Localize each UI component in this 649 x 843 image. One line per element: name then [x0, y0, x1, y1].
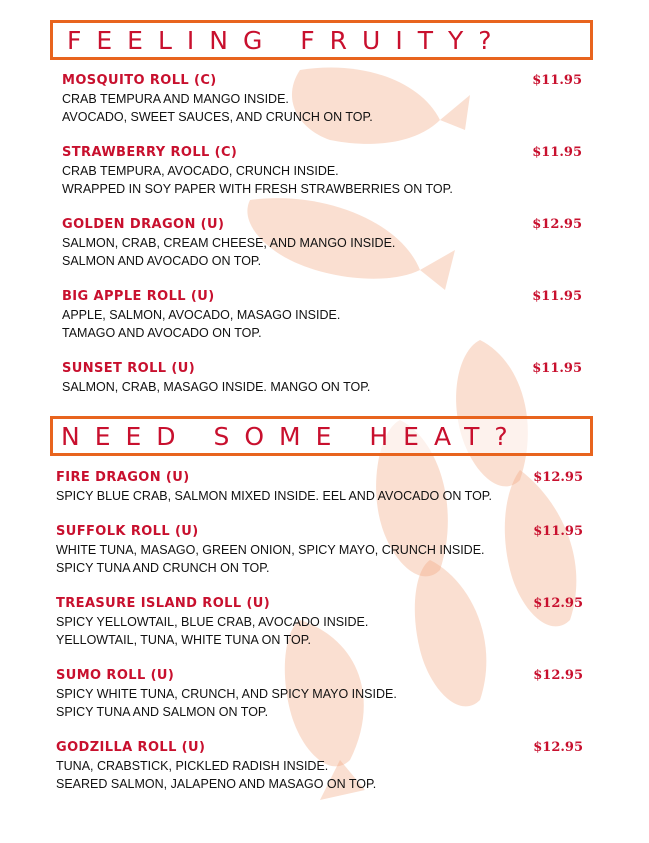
item-name: TREASURE ISLAND ROLL (U) — [56, 596, 271, 611]
item-price: $11.95 — [532, 73, 582, 88]
menu-item — [56, 595, 583, 649]
menu-item — [62, 72, 582, 126]
item-name: GODZILLA ROLL (U) — [56, 740, 206, 755]
menu-item — [62, 144, 582, 198]
item-name: STRAWBERRY ROLL (C) — [62, 145, 238, 160]
item-price: $12.95 — [533, 668, 583, 683]
item-description: SPICY YELLOWTAIL, BLUE CRAB, AVOCADO INSIDE. — [56, 615, 369, 629]
menu-item — [56, 667, 583, 721]
item-description: CRAB TEMPURA AND MANGO INSIDE. — [62, 92, 289, 106]
item-description: SPICY TUNA AND SALMON ON TOP. — [56, 705, 269, 719]
item-description: SALMON, CRAB, MASAGO INSIDE. MANGO ON TOP. — [62, 380, 371, 394]
item-price: $12.95 — [533, 740, 583, 755]
menu-item — [62, 288, 582, 342]
section-title: FEELING FRUITY? — [67, 26, 507, 55]
menu-item — [62, 216, 582, 270]
section-header-need-some-heat — [50, 416, 593, 456]
item-description: TUNA, CRABSTICK, PICKLED RADISH INSIDE. — [56, 759, 329, 773]
section-header-feeling-fruity — [50, 20, 593, 60]
item-name: SUFFOLK ROLL (U) — [56, 524, 199, 539]
item-name: MOSQUITO ROLL (C) — [62, 73, 217, 88]
item-description: TAMAGO AND AVOCADO ON TOP. — [62, 326, 262, 340]
item-price: $12.95 — [533, 470, 583, 485]
item-price: $12.95 — [532, 217, 582, 232]
item-description: YELLOWTAIL, TUNA, WHITE TUNA ON TOP. — [56, 633, 311, 647]
item-description: SALMON, CRAB, CREAM CHEESE, AND MANGO INSIDE. — [62, 236, 396, 250]
item-description: SPICY BLUE CRAB, SALMON MIXED INSIDE. EEL AND AVOCADO ON TOP. — [56, 489, 493, 503]
item-price: $11.95 — [532, 361, 582, 376]
item-name: SUMO ROLL (U) — [56, 668, 175, 683]
item-price: $11.95 — [533, 524, 583, 539]
item-name: BIG APPLE ROLL (U) — [62, 289, 215, 304]
menu-item — [56, 523, 583, 577]
item-price: $12.95 — [533, 596, 583, 611]
item-description: SPICY TUNA AND CRUNCH ON TOP. — [56, 561, 270, 575]
section-title: NEED SOME HEAT? — [61, 422, 523, 451]
item-name: FIRE DRAGON (U) — [56, 470, 190, 485]
item-description: SEARED SALMON, JALAPENO AND MASAGO ON TOP. — [56, 777, 377, 791]
item-price: $11.95 — [532, 145, 582, 160]
item-description: SPICY WHITE TUNA, CRUNCH, AND SPICY MAYO INSIDE. — [56, 687, 397, 701]
item-description: CRAB TEMPURA, AVOCADO, CRUNCH INSIDE. — [62, 164, 339, 178]
item-price: $11.95 — [532, 289, 582, 304]
menu-item — [62, 360, 582, 396]
item-name: GOLDEN DRAGON (U) — [62, 217, 225, 232]
item-name: SUNSET ROLL (U) — [62, 361, 196, 376]
item-description: AVOCADO, SWEET SAUCES, AND CRUNCH ON TOP. — [62, 110, 373, 124]
item-description: WHITE TUNA, MASAGO, GREEN ONION, SPICY MAYO, CRUNCH INSIDE. — [56, 543, 485, 557]
item-description: APPLE, SALMON, AVOCADO, MASAGO INSIDE. — [62, 308, 341, 322]
menu-item — [56, 739, 583, 793]
item-description: WRAPPED IN SOY PAPER WITH FRESH STRAWBERRIES ON TOP. — [62, 182, 453, 196]
menu-item — [56, 469, 583, 505]
item-description: SALMON AND AVOCADO ON TOP. — [62, 254, 262, 268]
